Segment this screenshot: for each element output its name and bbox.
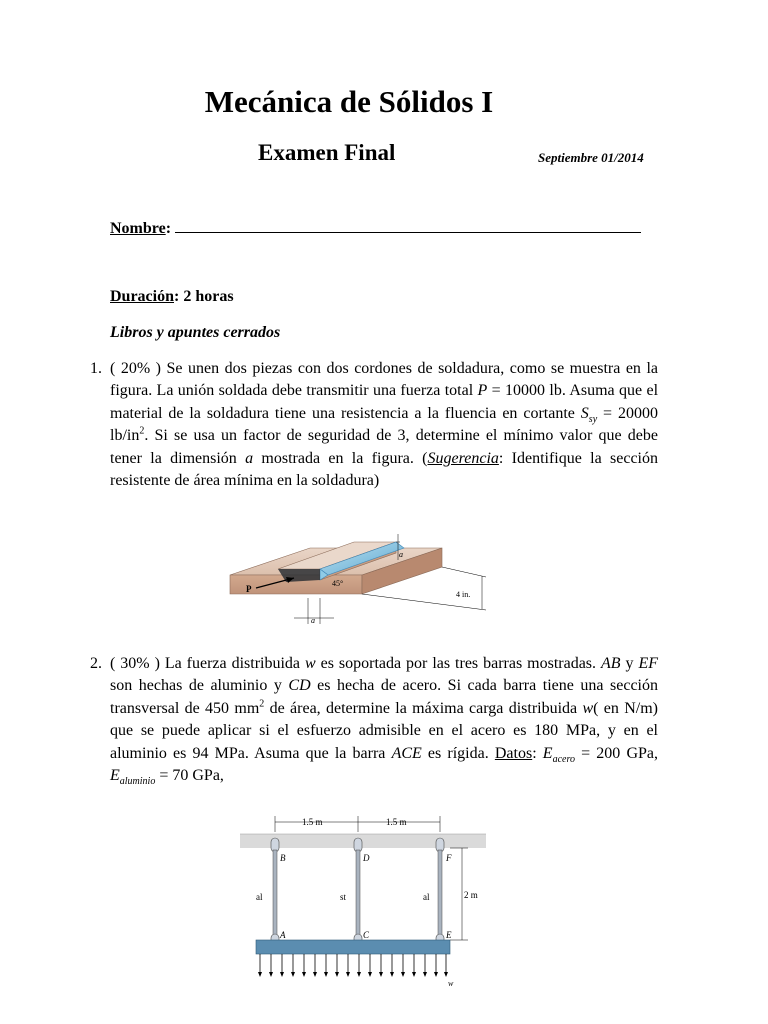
problem-number: 2. — [90, 655, 102, 672]
fig2-dim-1: 1.5 m — [302, 817, 323, 827]
fig2-label-B: B — [280, 853, 286, 863]
bar-CD — [354, 838, 362, 948]
fig2-label-A: A — [280, 930, 286, 940]
duration-label: Duración — [110, 288, 174, 305]
fig2-material-al-2: al — [423, 892, 430, 902]
fig1-label-width: 4 in. — [456, 590, 471, 599]
three-bar-figure — [240, 808, 486, 998]
problem-1-text: ( 20% ) Se unen dos piezas con dos cordones de soldadura, como se muestra en la figura. La unión soldada debe transmitir una fuerza total P = 10000 lb. Asuma que el material de la soldadura tiene una resistencia a la fluencia en cortante $S_{sy} = 20000$ $lb/in^2$. Si se usa un factor de seguridad de 3, determine el mínimo valor que debe tener la dimensión a mostrada en la figura. (Sugerencia: Identifique la sección resistente de área mínima en la soldadura) — [110, 360, 659, 490]
rigid-bar-ACE — [256, 940, 450, 954]
fig2-material-al-1: al — [256, 892, 263, 902]
name-field-row — [110, 218, 641, 238]
distributed-load-arrowheads — [258, 972, 448, 977]
duration-value: : 2 horas — [174, 288, 234, 305]
weld-joint-figure — [224, 530, 504, 630]
name-blank-line[interactable] — [175, 218, 641, 233]
exam-date: Septiembre 01/2014 — [538, 150, 644, 165]
bar-EF — [436, 838, 444, 948]
exam-subtitle: Examen Final — [258, 140, 396, 165]
problem-number: 1. — [90, 360, 102, 377]
fig1-label-P: P — [246, 584, 252, 594]
fig1-label-a-bottom: a — [311, 616, 315, 625]
exam-title: Mecánica de Sólidos I — [204, 84, 494, 119]
name-label-colon: : — [165, 220, 172, 237]
fig2-dim-3: 2 m — [464, 890, 478, 900]
fig2-label-D: D — [363, 853, 370, 863]
distributed-load-w — [260, 954, 446, 974]
fig2-label-C: C — [363, 930, 370, 940]
fig2-label-w: w — [448, 979, 454, 988]
fig1-label-a-top: a — [399, 550, 403, 559]
problem-2-text: ( 30% ) La fuerza distribuida w es soportada por las tres barras mostradas. AB y EF son hechas de aluminio y CD es hecha de acero. Si cada barra tiene una sección transversal de 450 $mm^2$ de área, determine la máxima carga distribuida w( en N/m) que se puede aplicar si el esfuerzo admisible en el acero es 180 MPa, y en el aluminio es 94 MPa. Asuma que la barra ACE es rígida. Datos: $E_{acero} = 200$ GPa, $E_{aluminio} = 70$ GPa, — [110, 655, 659, 788]
problem-2 — [90, 653, 658, 787]
closed-books-note: Libros y apuntes cerrados — [110, 324, 281, 341]
duration-row — [110, 288, 234, 306]
fig2-label-E: E — [446, 930, 452, 940]
fig2-label-F: F — [446, 853, 452, 863]
name-label: Nombre — [110, 220, 166, 237]
bar-AB — [271, 838, 279, 948]
fig1-label-angle: 45° — [332, 579, 344, 588]
fig2-material-st: st — [340, 892, 347, 902]
fig2-dim-2: 1.5 m — [386, 817, 407, 827]
problem-1 — [90, 358, 658, 492]
